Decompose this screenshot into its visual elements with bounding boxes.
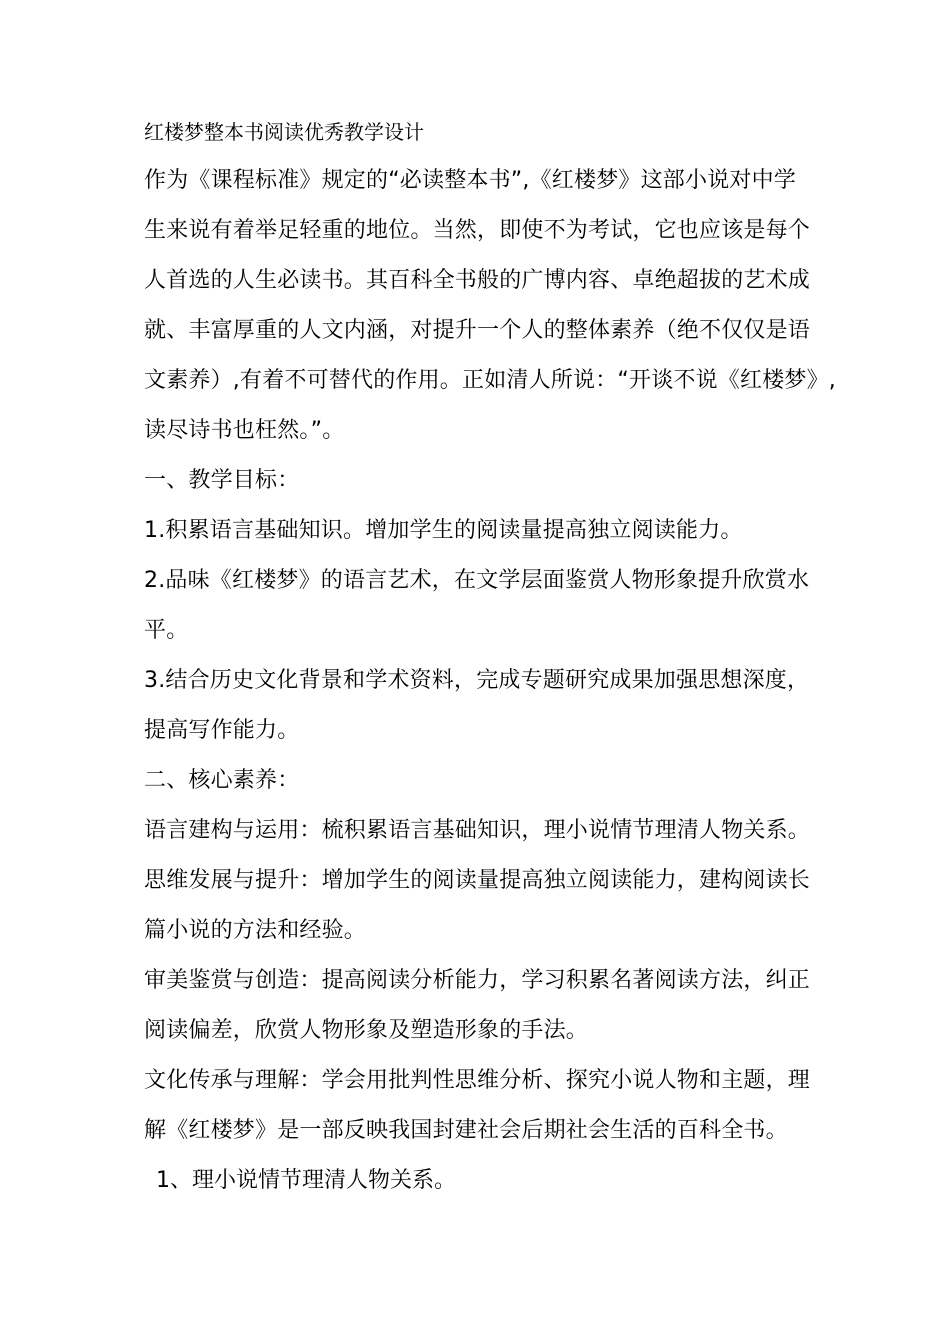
list-item: 1、理小说情节理清人物关系。: [156, 1168, 456, 1193]
intro-line: 作为《课程标准》规定的“必读整本书”,《红楼梦》这部小说对中学: [144, 168, 796, 193]
core-item-thinking: [144, 856, 812, 956]
core-line: 解《红楼梦》是一部反映我国封建社会后期社会生活的百科全书。: [144, 1118, 788, 1143]
intro-paragraph: [144, 156, 836, 456]
goal-item-3: [144, 656, 812, 756]
core-line: 审美鉴赏与创造：提高阅读分析能力，学习积累名著阅读方法，纠正: [144, 968, 811, 993]
intro-line: 文素养）,有着不可替代的作用。正如清人所说：“开谈不说《红楼梦》,: [144, 368, 836, 393]
goal-item-2: [144, 556, 812, 656]
goal-line: 2.品味《红楼梦》的语言艺术，在文学层面鉴赏人物形象提升欣赏水: [144, 568, 810, 593]
core-item-culture: [144, 1056, 812, 1156]
goal-line: 3.结合历史文化背景和学术资料，完成专题研究成果加强思想深度，: [144, 668, 810, 693]
intro-line: 生来说有着举足轻重的地位。当然，即使不为考试，它也应该是每个: [144, 218, 811, 243]
core-line: 思维发展与提升：增加学生的阅读量提高独立阅读能力，建构阅读长: [144, 868, 811, 893]
section-heading-teaching-goals: [144, 456, 812, 506]
document-body: [144, 108, 836, 1206]
core-line: 篇小说的方法和经验。: [144, 918, 367, 943]
intro-line: 人首选的人生必读书。其百科全书般的广博内容、卓绝超拔的艺术成: [144, 268, 811, 293]
core-line: 阅读偏差，欣赏人物形象及塑造形象的手法。: [144, 1018, 589, 1043]
section-heading-text: 一、教学目标：: [144, 468, 300, 493]
section-heading-text: 二、核心素养：: [144, 768, 300, 793]
intro-line: 读尽诗书也枉然。”。: [144, 418, 345, 443]
goal-item-1: [144, 506, 812, 556]
goal-text: 1.积累语言基础知识。增加学生的阅读量提高独立阅读能力。: [144, 518, 743, 543]
core-item-language: [144, 806, 812, 856]
document-title: 红楼梦整本书阅读优秀教学设计: [144, 120, 424, 144]
intro-line: 就、丰富厚重的人文内涵，对提升一个人的整体素养（绝不仅仅是语: [144, 318, 811, 343]
goal-line: 提高写作能力。: [144, 718, 300, 743]
core-line: 文化传承与理解：学会用批判性思维分析、探究小说人物和主题，理: [144, 1068, 811, 1093]
goal-line: 平。: [144, 618, 189, 643]
core-text: 语言建构与运用：梳积累语言基础知识，理小说情节理清人物关系。: [144, 818, 811, 843]
section-heading-core-literacy: [144, 756, 812, 806]
core-item-aesthetics: [144, 956, 812, 1056]
